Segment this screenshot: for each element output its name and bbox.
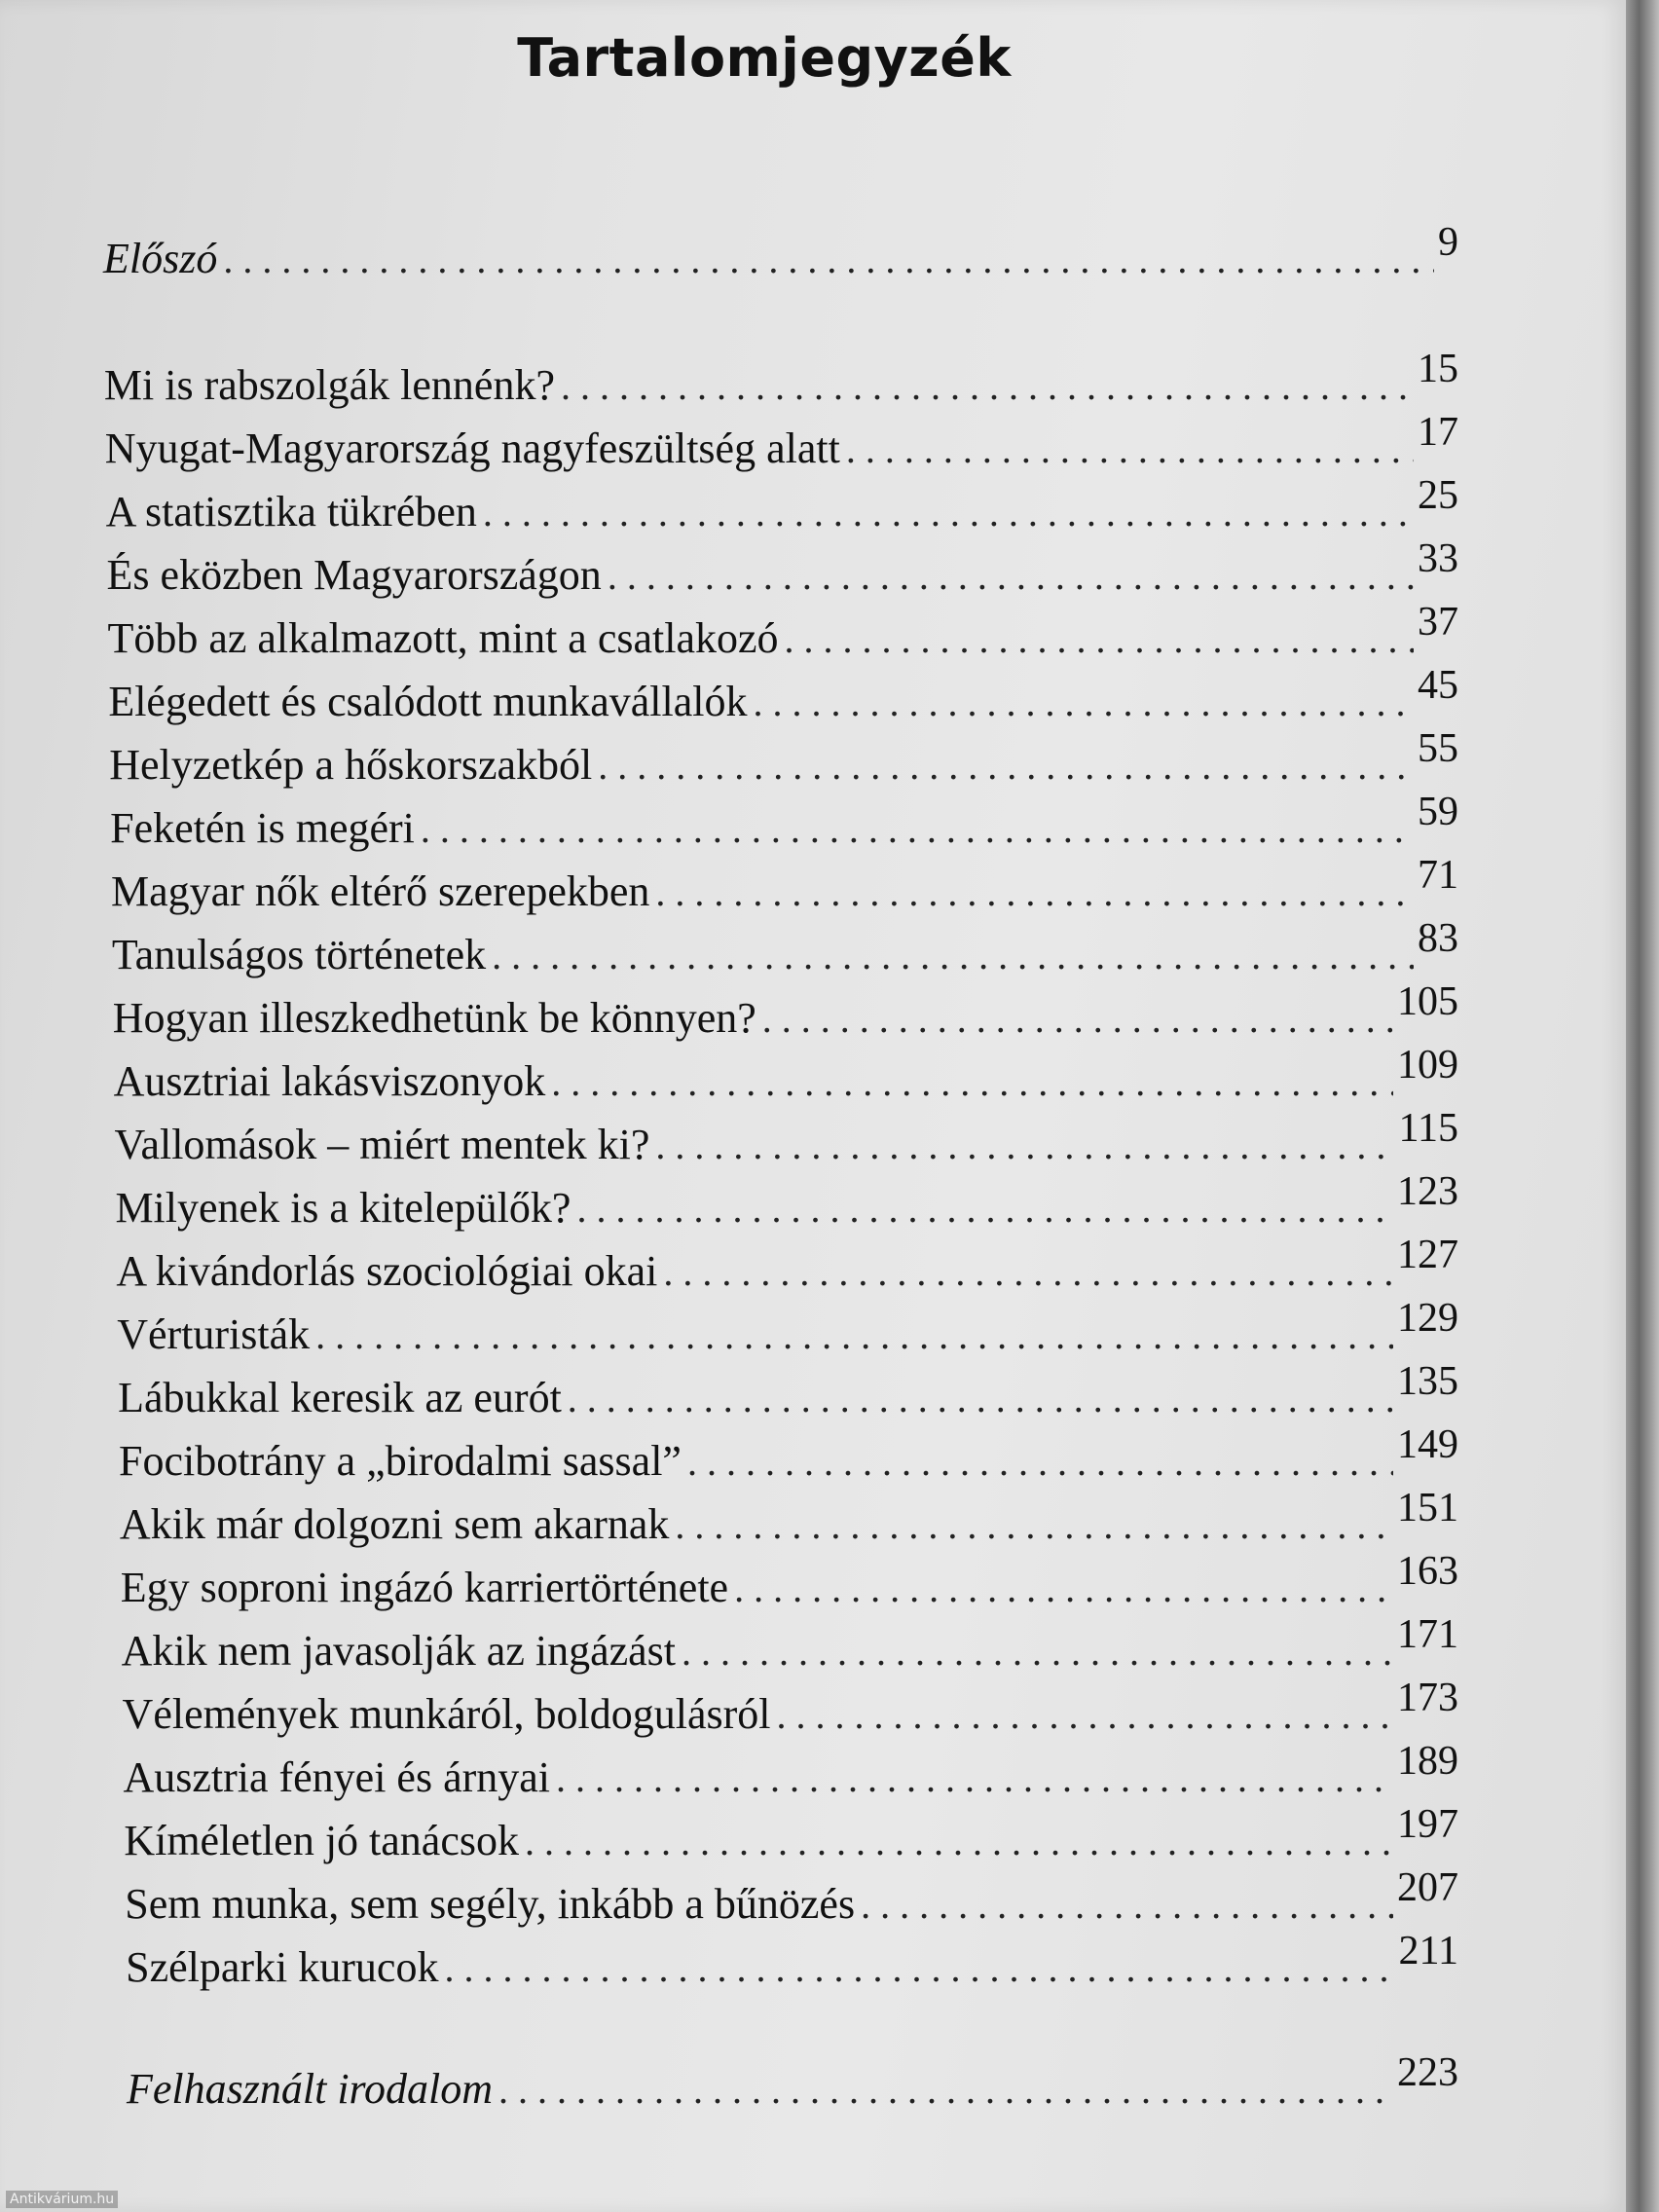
toc-entry-page-number: 55 [1417, 726, 1458, 771]
toc-entry-title: Helyzetkép a hőskorszakból [109, 741, 593, 789]
toc-entry-page-number: 171 [1396, 1612, 1458, 1657]
page-title: Tartalomjegyzék [517, 27, 1012, 89]
toc-entry-title: Mi is rabszolgák lennénk? [103, 361, 555, 409]
toc-entry [120, 1549, 1458, 1621]
toc-entry-page-number: 211 [1398, 1929, 1458, 1973]
dot-leader [492, 933, 1414, 978]
toc-entry-title: Szélparki kurucok [126, 1943, 439, 1991]
dot-leader [421, 806, 1414, 852]
toc-entry-page-number: 151 [1396, 1486, 1458, 1530]
toc-entry-title: És eközben Magyarországon [106, 551, 602, 599]
toc-entry [122, 1676, 1458, 1748]
toc-entry-page-number: 15 [1417, 347, 1458, 391]
toc-entry-title: Lábukkal keresik az eurót [118, 1374, 562, 1421]
toc-entry-title: Felhasznált irodalom [127, 2065, 494, 2113]
dot-leader [753, 680, 1414, 725]
toc-entry-page-number: 37 [1417, 600, 1458, 645]
dot-leader [785, 616, 1414, 662]
toc-entry-page-number: 105 [1396, 979, 1458, 1024]
toc-entry-title: Nyugat-Magyarország nagyfeszültség alatt [104, 424, 840, 472]
toc-entry-page-number: 173 [1396, 1676, 1458, 1720]
dot-leader [556, 1755, 1393, 1801]
toc-entry-title: Vérturisták [117, 1310, 311, 1358]
toc-entry-page-number: 115 [1398, 1106, 1458, 1151]
toc-entry-title: Feketén is megéri [110, 804, 415, 852]
toc-entry [126, 1929, 1458, 2001]
dot-leader [444, 1945, 1394, 1991]
toc-entry [103, 347, 1458, 419]
toc-entry [111, 916, 1458, 988]
toc-entry-title: A kivándorlás szociológiai okai [116, 1247, 658, 1295]
toc-entry-page-number: 223 [1397, 2050, 1458, 2095]
toc-entry [117, 1296, 1458, 1368]
dot-leader [608, 553, 1414, 599]
dot-leader [846, 426, 1414, 472]
toc-entry [112, 979, 1458, 1051]
toc-entry-page-number: 33 [1417, 536, 1458, 581]
toc-entry [105, 473, 1458, 545]
toc-entry-title: Ausztriai lakásviszonyok [113, 1057, 546, 1105]
toc-entry [119, 1486, 1458, 1558]
dot-leader [551, 1059, 1393, 1105]
dot-leader [525, 1819, 1393, 1864]
dot-leader [576, 1186, 1393, 1232]
toc-entry-page-number: 109 [1396, 1043, 1458, 1088]
toc-entry-page-number: 129 [1396, 1296, 1458, 1341]
toc-entry-title: Hogyan illeszkedhetünk be könnyen? [112, 994, 756, 1042]
toc-entry-page-number: 9 [1438, 220, 1458, 265]
toc-entry [125, 1865, 1458, 1937]
dot-leader [568, 1376, 1393, 1421]
dot-leader [682, 1629, 1393, 1675]
toc-entry-page-number: 59 [1417, 790, 1458, 834]
toc-entry-page-number: 83 [1417, 916, 1458, 961]
toc-entry-page-number: 45 [1417, 663, 1458, 708]
toc-entry-page-number: 25 [1417, 473, 1458, 518]
toc-entry [121, 1612, 1458, 1684]
toc-entry-page-number: 207 [1396, 1865, 1458, 1910]
dot-leader [498, 2067, 1393, 2113]
toc-entry [108, 663, 1458, 735]
dot-leader [734, 1566, 1393, 1611]
toc-entry-title: Tanulságos történetek [111, 931, 487, 978]
toc-entry-title: Elégedett és csalódott munkavállalók [108, 678, 748, 725]
toc-entry [123, 1739, 1458, 1811]
toc-entry [124, 1802, 1458, 1874]
toc-entry-title: Akik már dolgozni sem akarnak [119, 1500, 670, 1548]
toc-entry-title: Egy soproni ingázó karriertörténete [120, 1564, 729, 1611]
toc-entry-page-number: 127 [1396, 1233, 1458, 1277]
toc-entry [104, 410, 1458, 482]
toc-entry [114, 1106, 1458, 1178]
toc-entry-title: Sem munka, sem segély, inkább a bűnözés [125, 1880, 856, 1928]
toc-entry-title: Milyenek is a kitelepülők? [115, 1184, 571, 1232]
toc-entry [115, 1169, 1458, 1241]
dot-leader [655, 1123, 1394, 1168]
toc-entry [118, 1359, 1458, 1431]
toc-entry-title: Kíméletlen jó tanácsok [124, 1817, 519, 1864]
watermark-label: Antikvárium.hu [6, 2191, 118, 2208]
toc-entry-page-number: 123 [1396, 1169, 1458, 1214]
dot-leader [663, 1249, 1393, 1295]
dot-leader [861, 1882, 1393, 1928]
toc-entry-page-number: 17 [1417, 410, 1458, 455]
toc-entry-title: A statisztika tükrében [105, 488, 477, 535]
toc-entry-title: Előszó [103, 235, 218, 282]
dot-leader [687, 1439, 1393, 1485]
dot-leader [315, 1312, 1393, 1358]
toc-entry-page-number: 135 [1396, 1359, 1458, 1404]
toc-entry-page-number: 163 [1396, 1549, 1458, 1594]
toc-entry-title: Ausztria fényei és árnyai [123, 1753, 551, 1801]
toc-entry-title: Akik nem javasolják az ingázást [121, 1627, 677, 1675]
toc-entry-page-number: 197 [1396, 1802, 1458, 1847]
dot-leader [483, 490, 1414, 535]
toc-entry-page-number: 189 [1396, 1739, 1458, 1784]
toc-entry [109, 726, 1458, 798]
dot-leader [561, 363, 1414, 409]
toc-entry [113, 1043, 1458, 1115]
dot-leader [762, 996, 1393, 1042]
dot-leader [675, 1502, 1393, 1548]
toc-entry-title: Focibotrány a „birodalmi sassal” [119, 1437, 682, 1485]
dot-leader [598, 743, 1414, 789]
toc-entry-title: Vallomások – miért mentek ki? [114, 1121, 650, 1168]
page-edge [1626, 0, 1659, 2212]
toc-entry-page-number: 149 [1397, 1422, 1458, 1467]
toc-entry [107, 600, 1458, 672]
toc-entry [110, 790, 1458, 862]
toc-entry-title: Magyar nők eltérő szerepekben [111, 867, 650, 915]
toc-entry [111, 853, 1458, 925]
toc-entry-title: Vélemények munkáról, boldogulásról [122, 1690, 771, 1738]
toc-entry [116, 1233, 1458, 1305]
dot-leader [223, 237, 1434, 282]
dot-leader [655, 869, 1414, 915]
toc-entry-page-number: 71 [1418, 853, 1458, 898]
toc-entry [106, 536, 1458, 608]
toc-entry-title: Több az alkalmazott, mint a csatlakozó [107, 614, 779, 662]
toc-entry [119, 1422, 1458, 1494]
toc-entry [103, 220, 1458, 292]
toc-entry [127, 2050, 1458, 2122]
dot-leader [777, 1692, 1393, 1738]
